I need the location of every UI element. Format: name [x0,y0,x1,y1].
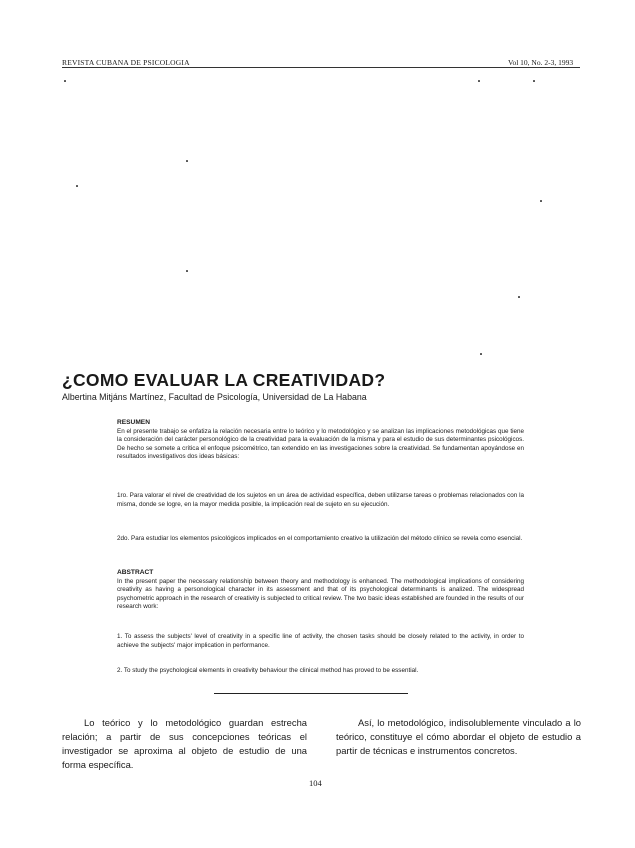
abstract-point-1-block [117,633,524,650]
volume-info: Vol 10, No. 2-3, 1993 [508,58,574,67]
body-paragraph-right: Así, lo metodológico, indisolublemente vinculado a lo teórico, constituye el cómo abordar el objeto de estudio a partir de técnicas e instrumentos concretos. [336,717,581,756]
journal-name: REVISTA CUBANA DE PSICOLOGIA [62,58,190,67]
abstract-point-1: 1. To assess the subjects' level of creativity in a specific line of activity, the chosen tasks should be closely related to the activity, in order to achieve the subjects' major implication in performance. [117,633,524,649]
scan-speck [64,80,66,82]
scan-speck [76,185,78,187]
scan-speck [186,270,188,272]
page-number: 104 [309,778,322,788]
abstract-intro: In the present paper the necessary relationship between theory and methodology is enhanced. The methodological implications of considering creativity as having a personological character in its assessment and that of its psychological determinants is analized. The widespread psychometric approach in the research of creativity is subjected to critical review. The two basic ideas established are founded in the results of our research work: [117,577,524,611]
abstract-point-2-block [117,667,524,676]
abstract-block [117,569,524,612]
resumen-heading-block [117,419,524,462]
article-title: ¿COMO EVALUAR LA CREATIVIDAD? [62,370,386,390]
section-divider [214,693,408,694]
abstract-heading: ABSTRACT [117,569,154,576]
body-column-right [336,716,581,758]
header-rule [62,67,580,68]
scan-speck [533,80,535,82]
scan-speck [540,200,542,202]
resumen-point-2-block [117,535,524,544]
scan-speck [478,80,480,82]
body-column-left [62,716,307,772]
resumen-point-1: 1ro. Para valorar el nivel de creatividad de los sujetos en un área de actividad específica, deben utilizarse tareas o problemas relacionados con la misma, donde se logre, en la mayor medida posible, la implicación real de sujeto en su ejecución. [117,492,524,508]
resumen-heading: RESUMEN [117,419,150,426]
article-authors: Albertina Mitjáns Martínez, Facultad de Psicología, Universidad de La Habana [62,392,367,402]
abstract-point-2: 2. To study the psychological elements in creativity behaviour the clinical method has proved to be essential. [117,667,419,674]
body-paragraph-left: Lo teórico y lo metodológico guardan estrecha relación; a partir de sus concepciones teóricas el investigador se aproxima al objeto de estudio de una forma específica. [62,717,307,770]
scan-speck [480,353,482,355]
resumen-point-2: 2do. Para estudiar los elementos psicológicos implicados en el comportamiento creativo la utilización del método clínico se revela como esencial. [117,535,523,542]
resumen-intro: En el presente trabajo se enfatiza la relación necesaria entre lo teórico y lo metodológico y se analizan las implicaciones metodológicas que tiene la consideración del carácter personológico de la creatividad para la evaluación de la misma y para el estudio de sus determinantes psicológicos. De hecho se somete a crítica el enfoque psicométrico, tan extendido en las investigaciones sobre la creatividad. Se fundamentan apoyándose en resultados investigativos dos ideas básicas: [117,427,524,461]
resumen-point-1-block [117,492,524,509]
scan-speck [518,296,520,298]
scan-speck [186,160,188,162]
